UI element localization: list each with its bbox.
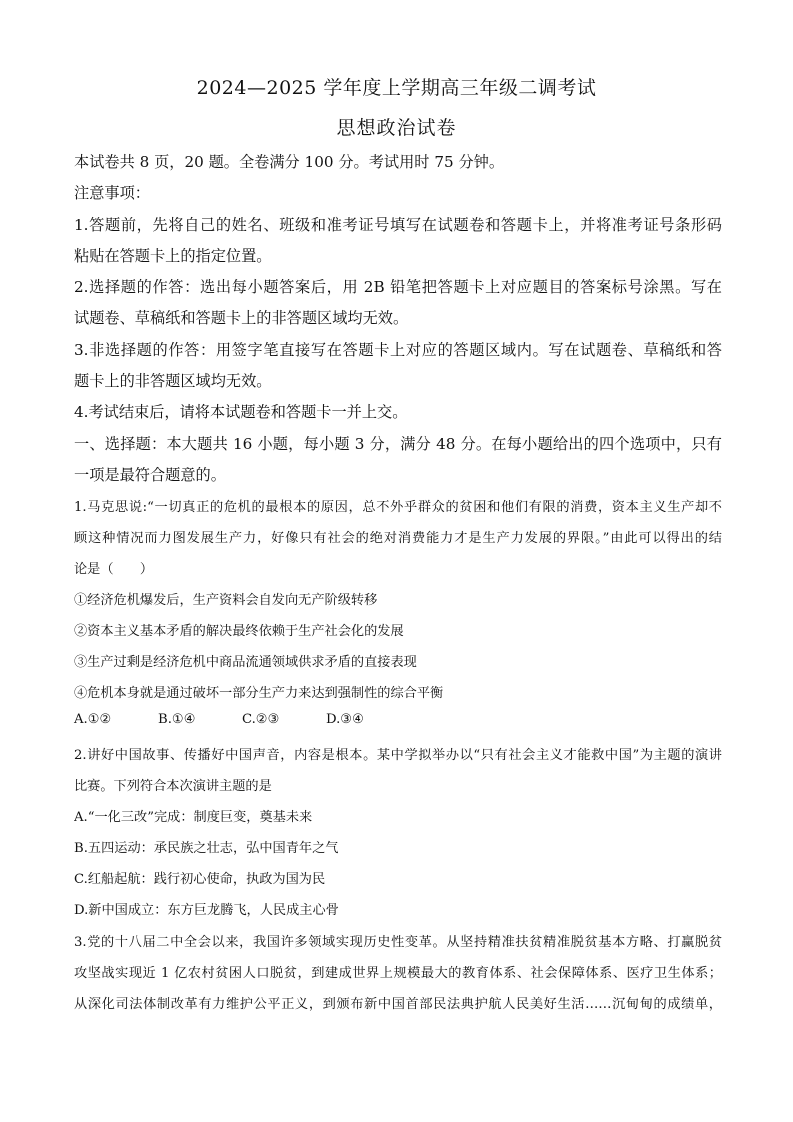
intro-text: 本试卷共 8 页，20 题。全卷满分 100 分。考试用时 75 分钟。 bbox=[74, 153, 505, 171]
question-1-option-d: D.③④ bbox=[326, 712, 364, 727]
notice-item-4: 4.考试结束后，请将本试题卷和答题卡一并上交。 bbox=[74, 403, 408, 421]
question-3-stem-line-1: 3.党的十八届二中全会以来，我国许多领域实现历史性变革。从坚持精准扶贫精准脱贫基本方略、打赢脱贫 bbox=[74, 935, 722, 950]
question-2-option-b: B.五四运动：承民族之壮志，弘中国青年之气 bbox=[74, 841, 339, 856]
question-2-stem-line-1: 2.讲好中国故事、传播好中国声音，内容是根本。某中学拟举办以“只有社会主义才能救中国”为主题的演讲 bbox=[74, 748, 722, 763]
question-3-stem-line-3: 从深化司法体制改革有力维护公平正义，到颁布新中国首部民法典护航人民美好生活……沉甸甸的成绩单， bbox=[74, 997, 722, 1012]
notice-heading: 注意事项： bbox=[74, 184, 150, 202]
question-1-option-c: C.②③ bbox=[242, 712, 280, 727]
question-1-options bbox=[74, 712, 410, 727]
notice-item-2-line-1: 2.选择题的作答：选出每小题答案后，用 2B 铅笔把答题卡上对应题目的答案标号涂黑。写在 bbox=[74, 278, 722, 296]
notice-item-1-line-1: 1.答题前，先将自己的姓名、班级和准考证号填写在试题卷和答题卡上，并将准考证号条形码 bbox=[74, 216, 722, 234]
notice-item-3-line-2: 题卡上的非答题区域均无效。 bbox=[74, 372, 272, 390]
question-1-stem-line-1: 1.马克思说:“一切真正的危机的最根本的原因，总不外乎群众的贫困和他们有限的消费，资本主义生产却不 bbox=[74, 500, 722, 515]
question-2-option-c: C.红船起航：践行初心使命，执政为国为民 bbox=[74, 872, 326, 887]
question-2-option-d: D.新中国成立：东方巨龙腾飞，人民成主心骨 bbox=[74, 903, 339, 918]
question-1-statement-1: ①经济危机爆发后，生产资料会自发向无产阶级转移 bbox=[74, 593, 378, 608]
section-heading-line-2: 一项是最符合题意的。 bbox=[74, 466, 226, 484]
question-1-option-b: B.①④ bbox=[158, 712, 196, 727]
question-1-statement-4: ④危机本身就是通过破坏一部分生产力来达到强制性的综合平衡 bbox=[74, 686, 444, 701]
section-heading-line-1: 一、选择题：本大题共 16 小题，每小题 3 分，满分 48 分。在每小题给出的四个选项中，只有 bbox=[74, 435, 722, 453]
question-1-stem-line-2: 顾这种情况而力图发展生产力，好像只有社会的绝对消费能力才是生产力发展的界限。”由此可以得出的结 bbox=[74, 531, 722, 546]
question-2-stem-line-2: 比赛。下列符合本次演讲主题的是 bbox=[74, 779, 272, 794]
notice-item-2-line-2: 试题卷、草稿纸和答题卡上的非答题区域均无效。 bbox=[74, 309, 409, 327]
question-1-stem-line-3: 论是（ ） bbox=[74, 562, 154, 577]
exam-subtitle: 思想政治试卷 bbox=[336, 117, 457, 139]
question-1-statement-3: ③生产过剩是经济危机中商品流通领域供求矛盾的直接表现 bbox=[74, 655, 417, 670]
notice-item-1-line-2: 粘贴在答题卡上的指定位置。 bbox=[74, 247, 272, 265]
question-1-statement-2: ②资本主义基本矛盾的解决最终依赖于生产社会化的发展 bbox=[74, 624, 404, 639]
question-2-option-a: A.“一化三改”完成：制度巨变，奠基未来 bbox=[74, 810, 313, 825]
exam-title: 2024—2025 学年度上学期高三年级二调考试 bbox=[196, 77, 597, 99]
question-3-stem-line-2: 攻坚战实现近 1 亿农村贫困人口脱贫，到建成世界上规模最大的教育体系、社会保障体系、医疗卫生体系； bbox=[74, 966, 722, 981]
notice-item-3-line-1: 3.非选择题的作答：用签字笔直接写在答题卡上对应的答题区域内。写在试题卷、草稿纸和答 bbox=[74, 341, 722, 359]
question-1-option-a: A.①② bbox=[74, 712, 112, 727]
